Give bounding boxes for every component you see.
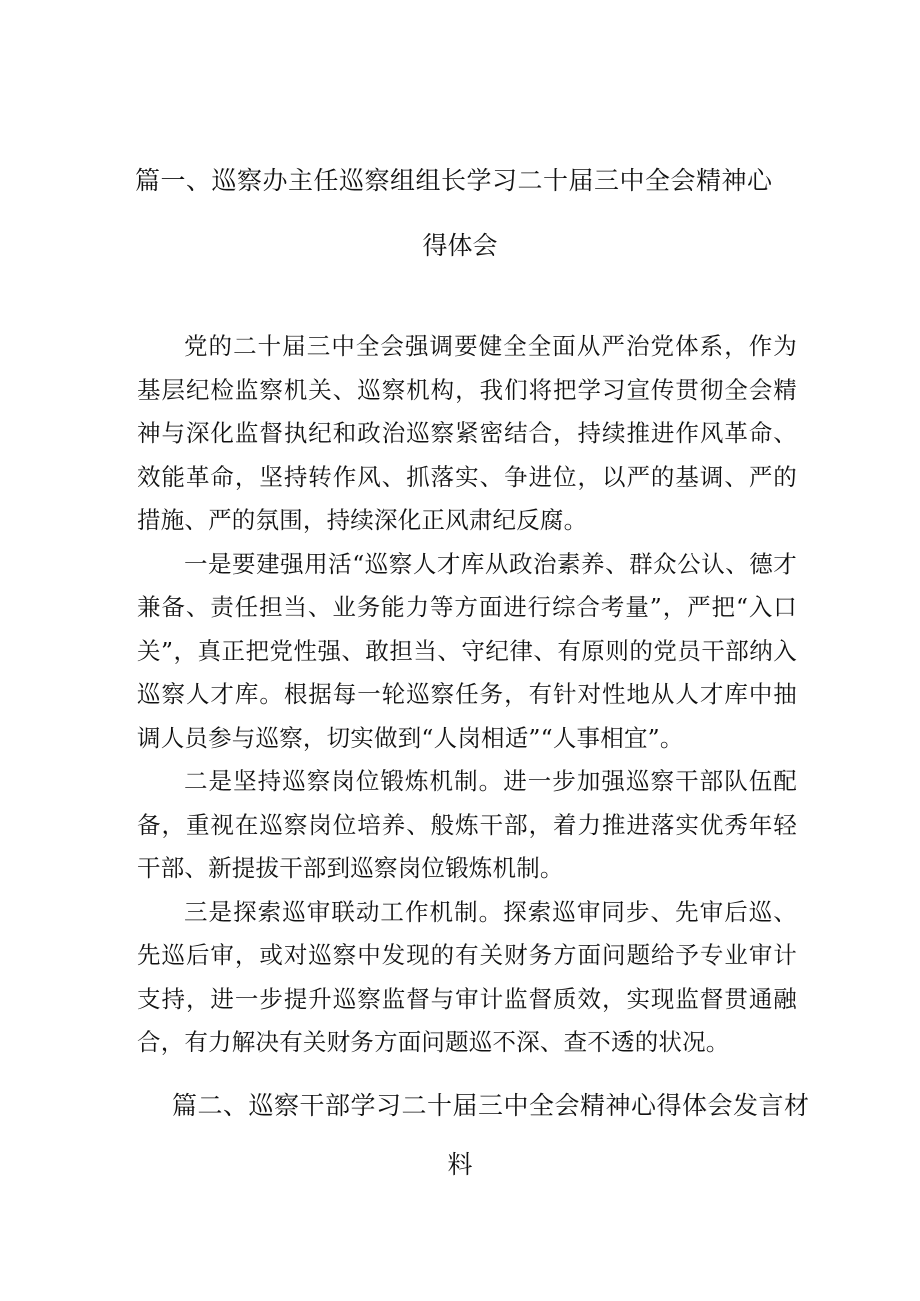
section2-title-line1: 篇二、巡察干部学习二十届三中全会精神心得体会发言材 <box>172 1091 810 1120</box>
section1-body <box>137 325 797 1065</box>
paragraph-point-three: 三是探索巡审联动工作机制。探索巡审同步、先审后巡、先巡后审，或对巡察中发现的有关财务方面问题给予专业审计支持，进一步提升巡察监督与审计监督质效，实现监督贯通融合，有力解决有关财务方面问题巡不深、查不透的状况。 <box>137 897 797 1056</box>
paragraph-intro: 党的二十届三中全会强调要健全全面从严治党体系，作为基层纪检监察机关、巡察机构，我们将把学习宣传贯彻全会精神与深化监督执纪和政治巡察紧密结合，持续推进作风革命、效能革命，坚持转作风、抓落实、争进位，以严的基调、严的措施、严的氛围，持续深化正风肃纪反腐。 <box>137 332 797 534</box>
section1-title-line1: 篇一、巡察办主任巡察组组长学习二十届三中全会精神心 <box>135 166 773 195</box>
section2-title-line2: 料 <box>447 1150 473 1179</box>
paragraph-point-two: 二是坚持巡察岗位锻炼机制。进一步加强巡察干部队伍配备，重视在巡察岗位培养、般炼干部，着力推进落实优秀年轻干部、新提拔干部到巡察岗位锻炼机制。 <box>137 767 797 882</box>
paragraph-point-one: 一是要建强用活“巡察人才库从政治素养、群众公认、德才兼备、责任担当、业务能力等方面进行综合考量”，严把“入口关”，真正把党性强、敢担当、守纪律、有原则的党员干部纳入巡察人才库。根据每一轮巡察任务，有针对性地从人才库中抽调人员参与巡察，切实做到“人岗相适”“人事相宜”。 <box>137 549 797 752</box>
section1-title-line2: 得体会 <box>422 231 498 260</box>
